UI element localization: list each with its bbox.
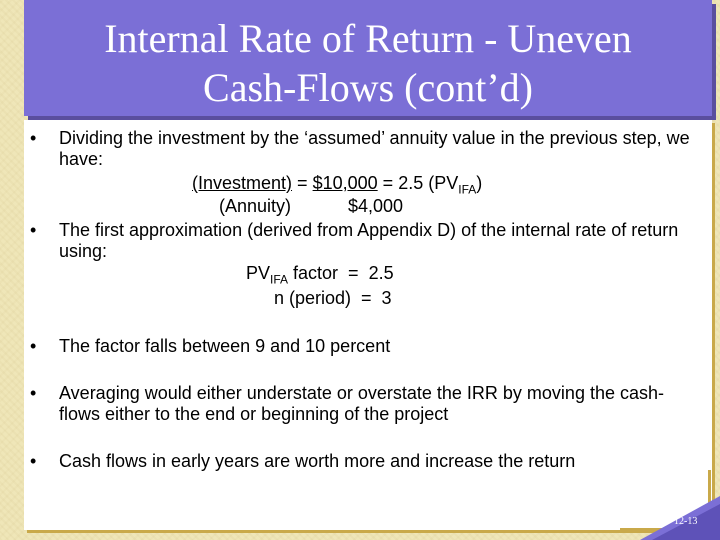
bullet-item-3 [30, 336, 700, 358]
formula-1-denominator-left: (Annuity) [219, 196, 292, 216]
formula-result: 2.5 (PV [398, 173, 459, 193]
bullet-text: Cash flows in early years are worth more and increase the return [59, 451, 576, 471]
bullet-item-4 [30, 383, 700, 427]
bullet-symbol: • [30, 383, 37, 403]
formula-pv-subscript: IFA [270, 272, 289, 287]
bullet-symbol: • [30, 451, 37, 471]
formula-factor-text: factor = 2.5 [288, 263, 394, 283]
bullet-text: Averaging would either understate or overstate the IRR by moving the cash-flows either to the end or beginning of the project [59, 383, 664, 424]
bullet-item-2 [30, 220, 700, 264]
title-line-1: Internal Rate of Return - Uneven [104, 16, 632, 61]
formula-equals-2: = [382, 173, 394, 193]
formula-investment-value: $10,000 [312, 173, 378, 193]
bullet-item-5 [30, 451, 700, 473]
formula-investment-label: (Investment) [192, 173, 293, 193]
bullet-text: Dividing the investment by the ‘assumed’ annuity value in the previous step, we have: [59, 128, 690, 169]
bullet-text: The factor falls between 9 and 10 percent [59, 336, 391, 356]
bullet-symbol: • [30, 220, 37, 240]
formula-result-subscript: IFA [458, 182, 477, 197]
formula-equals-1: = [297, 173, 308, 193]
formula-2-period: n (period) = 3 [274, 288, 392, 308]
formula-pv: PV [246, 263, 271, 283]
bullet-symbol: • [30, 336, 37, 356]
formula-2-factor [246, 263, 394, 291]
bullet-text: The first approximation (derived from Appendix D) of the internal rate of return using: [59, 220, 679, 261]
bullet-symbol: • [30, 128, 37, 148]
formula-1-denominator-right: $4,000 [348, 196, 404, 216]
title-line-2: Cash-Flows (cont’d) [203, 65, 533, 110]
bullet-item-1 [30, 128, 700, 172]
formula-result-close: ) [476, 173, 483, 193]
page-number: 12-13 [674, 516, 698, 527]
slide-title [24, 14, 712, 112]
